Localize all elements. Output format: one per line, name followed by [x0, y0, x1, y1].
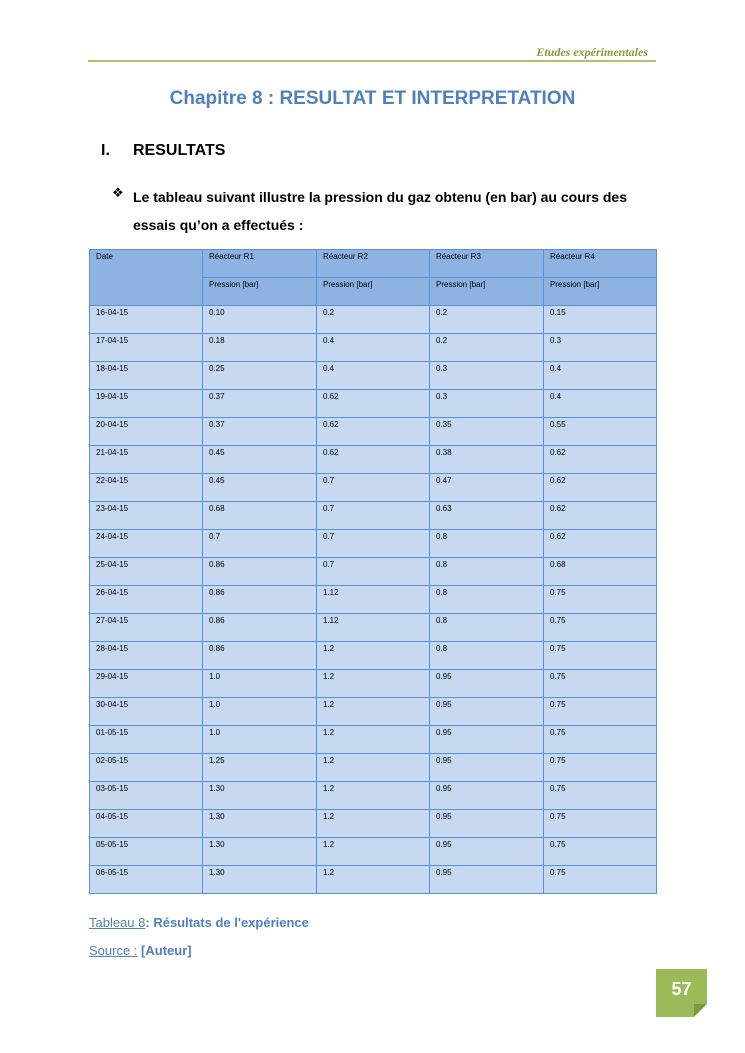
cell-r3: 0.2 — [430, 306, 544, 334]
cell-r2: 0.7 — [317, 558, 430, 586]
cell-r3: 0.3 — [430, 362, 544, 390]
cell-r1: 1.30 — [203, 866, 317, 894]
cell-r1: 0.86 — [203, 586, 317, 614]
cell-r4: 0.4 — [544, 390, 657, 418]
cell-r4: 0.75 — [544, 698, 657, 726]
header-reactor-r3: Réacteur R3 — [430, 250, 544, 278]
cell-date: 06-05-15 — [90, 866, 203, 894]
section-number: I. — [101, 142, 110, 159]
source-label: Source : — [89, 943, 138, 958]
table-row — [90, 334, 657, 362]
cell-r3: 0.2 — [430, 334, 544, 362]
table-row — [90, 306, 657, 334]
cell-r4: 0.62 — [544, 530, 657, 558]
cell-r2: 1.2 — [317, 642, 430, 670]
table-row — [90, 418, 657, 446]
cell-r1: 0.86 — [203, 642, 317, 670]
cell-r3: 0.8 — [430, 642, 544, 670]
table-header-row — [90, 250, 657, 278]
cell-r1: 0.25 — [203, 362, 317, 390]
cell-r4: 0.55 — [544, 418, 657, 446]
cell-r3: 0.47 — [430, 474, 544, 502]
cell-date: 24-04-15 — [90, 530, 203, 558]
cell-r2: 0.7 — [317, 530, 430, 558]
cell-r3: 0.95 — [430, 670, 544, 698]
cell-r3: 0.95 — [430, 782, 544, 810]
cell-r1: 1.0 — [203, 698, 317, 726]
cell-r3: 0.8 — [430, 558, 544, 586]
cell-r4: 0.62 — [544, 502, 657, 530]
table-row — [90, 614, 657, 642]
cell-r2: 0.2 — [317, 306, 430, 334]
cell-r2: 1.2 — [317, 866, 430, 894]
table-row — [90, 838, 657, 866]
header-rule — [88, 60, 656, 62]
cell-r4: 0.62 — [544, 446, 657, 474]
cell-r3: 0.38 — [430, 446, 544, 474]
cell-r3: 0.8 — [430, 586, 544, 614]
table-row — [90, 362, 657, 390]
cell-r1: 0.18 — [203, 334, 317, 362]
table-row — [90, 530, 657, 558]
cell-r2: 1.2 — [317, 782, 430, 810]
cell-r4: 0.75 — [544, 670, 657, 698]
cell-r3: 0.8 — [430, 614, 544, 642]
cell-date: 02-05-15 — [90, 754, 203, 782]
cell-r1: 1.30 — [203, 782, 317, 810]
cell-r2: 1.2 — [317, 754, 430, 782]
table-source — [89, 943, 192, 958]
cell-date: 01-05-15 — [90, 726, 203, 754]
header-unit: Pression [bar] — [544, 278, 657, 306]
cell-r1: 0.86 — [203, 558, 317, 586]
table-row — [90, 502, 657, 530]
cell-r2: 1.12 — [317, 586, 430, 614]
cell-date: 30-04-15 — [90, 698, 203, 726]
table-row — [90, 558, 657, 586]
intro-paragraph: Le tableau suivant illustre la pression du gaz obtenu (en bar) au cours des essais qu’on a effectués : — [133, 189, 627, 233]
cell-r1: 0.68 — [203, 502, 317, 530]
cell-r1: 0.10 — [203, 306, 317, 334]
header-unit: Pression [bar] — [203, 278, 317, 306]
table-row — [90, 474, 657, 502]
cell-r2: 1.2 — [317, 838, 430, 866]
cell-r4: 0.4 — [544, 362, 657, 390]
table-row — [90, 866, 657, 894]
cell-r4: 0.75 — [544, 586, 657, 614]
cell-r4: 0.75 — [544, 838, 657, 866]
header-date: Date — [90, 250, 203, 306]
cell-r1: 1.0 — [203, 670, 317, 698]
header-unit: Pression [bar] — [317, 278, 430, 306]
cell-r2: 1.2 — [317, 810, 430, 838]
cell-r2: 1.12 — [317, 614, 430, 642]
cell-r3: 0.3 — [430, 390, 544, 418]
table-row — [90, 670, 657, 698]
header-reactor-r1: Réacteur R1 — [203, 250, 317, 278]
cell-date: 18-04-15 — [90, 362, 203, 390]
table-row — [90, 726, 657, 754]
cell-r4: 0.3 — [544, 334, 657, 362]
cell-r3: 0.95 — [430, 838, 544, 866]
cell-r1: 0.7 — [203, 530, 317, 558]
source-text: [Auteur] — [137, 943, 192, 958]
cell-date: 20-04-15 — [90, 418, 203, 446]
page-number-badge — [656, 969, 707, 1017]
cell-r1: 0.37 — [203, 418, 317, 446]
cell-r3: 0.95 — [430, 754, 544, 782]
cell-r2: 1.2 — [317, 670, 430, 698]
section-title: RESULTATS — [133, 142, 226, 159]
cell-r1: 1.25 — [203, 754, 317, 782]
header-reactor-r4: Réacteur R4 — [544, 250, 657, 278]
cell-r2: 0.62 — [317, 418, 430, 446]
cell-r2: 1.2 — [317, 698, 430, 726]
cell-r4: 0.75 — [544, 614, 657, 642]
table-row — [90, 446, 657, 474]
cell-date: 04-05-15 — [90, 810, 203, 838]
cell-r4: 0.75 — [544, 866, 657, 894]
cell-r3: 0.95 — [430, 810, 544, 838]
cell-r4: 0.15 — [544, 306, 657, 334]
cell-date: 29-04-15 — [90, 670, 203, 698]
running-header: Etudes expérimentales — [536, 45, 648, 59]
cell-date: 19-04-15 — [90, 390, 203, 418]
table-row — [90, 586, 657, 614]
cell-r2: 0.7 — [317, 474, 430, 502]
table-row — [90, 754, 657, 782]
cell-r1: 0.45 — [203, 474, 317, 502]
table-row — [90, 390, 657, 418]
cell-date: 28-04-15 — [90, 642, 203, 670]
cell-r3: 0.95 — [430, 698, 544, 726]
cell-r3: 0.35 — [430, 418, 544, 446]
cell-date: 05-05-15 — [90, 838, 203, 866]
section-heading — [101, 142, 225, 160]
pressure-table — [89, 249, 657, 894]
cell-r2: 0.62 — [317, 446, 430, 474]
cell-r2: 0.4 — [317, 362, 430, 390]
table-row — [90, 782, 657, 810]
cell-r4: 0.68 — [544, 558, 657, 586]
header-reactor-r2: Réacteur R2 — [317, 250, 430, 278]
cell-r4: 0.75 — [544, 782, 657, 810]
cell-r4: 0.75 — [544, 726, 657, 754]
cell-r3: 0.95 — [430, 866, 544, 894]
cell-date: 27-04-15 — [90, 614, 203, 642]
cell-r2: 1.2 — [317, 726, 430, 754]
caption-text: : Résultats de l'expérience — [145, 915, 309, 930]
cell-date: 21-04-15 — [90, 446, 203, 474]
page-number: 57 — [671, 979, 692, 999]
table-caption — [89, 915, 309, 930]
cell-r4: 0.75 — [544, 754, 657, 782]
cell-r3: 0.8 — [430, 530, 544, 558]
cell-date: 17-04-15 — [90, 334, 203, 362]
cell-r1: 1.30 — [203, 810, 317, 838]
cell-r1: 0.37 — [203, 390, 317, 418]
cell-r1: 0.45 — [203, 446, 317, 474]
cell-r1: 1.30 — [203, 838, 317, 866]
cell-date: 16-04-15 — [90, 306, 203, 334]
cell-date: 25-04-15 — [90, 558, 203, 586]
cell-r4: 0.75 — [544, 642, 657, 670]
cell-r2: 0.7 — [317, 502, 430, 530]
cell-date: 26-04-15 — [90, 586, 203, 614]
diamond-bullet-icon: ❖ — [112, 185, 124, 200]
table-row — [90, 810, 657, 838]
cell-r3: 0.95 — [430, 726, 544, 754]
header-unit: Pression [bar] — [430, 278, 544, 306]
cell-r2: 0.62 — [317, 390, 430, 418]
chapter-title: Chapitre 8 : RESULTAT ET INTERPRETATION — [169, 88, 576, 109]
cell-r2: 0.4 — [317, 334, 430, 362]
cell-date: 03-05-15 — [90, 782, 203, 810]
caption-label: Tableau 8 — [89, 915, 146, 930]
cell-r4: 0.62 — [544, 474, 657, 502]
cell-date: 23-04-15 — [90, 502, 203, 530]
table-row — [90, 642, 657, 670]
table-row — [90, 698, 657, 726]
cell-r3: 0.63 — [430, 502, 544, 530]
cell-r1: 1.0 — [203, 726, 317, 754]
cell-r1: 0.86 — [203, 614, 317, 642]
cell-date: 22-04-15 — [90, 474, 203, 502]
cell-r4: 0.75 — [544, 810, 657, 838]
page-fold-icon — [694, 1004, 707, 1017]
